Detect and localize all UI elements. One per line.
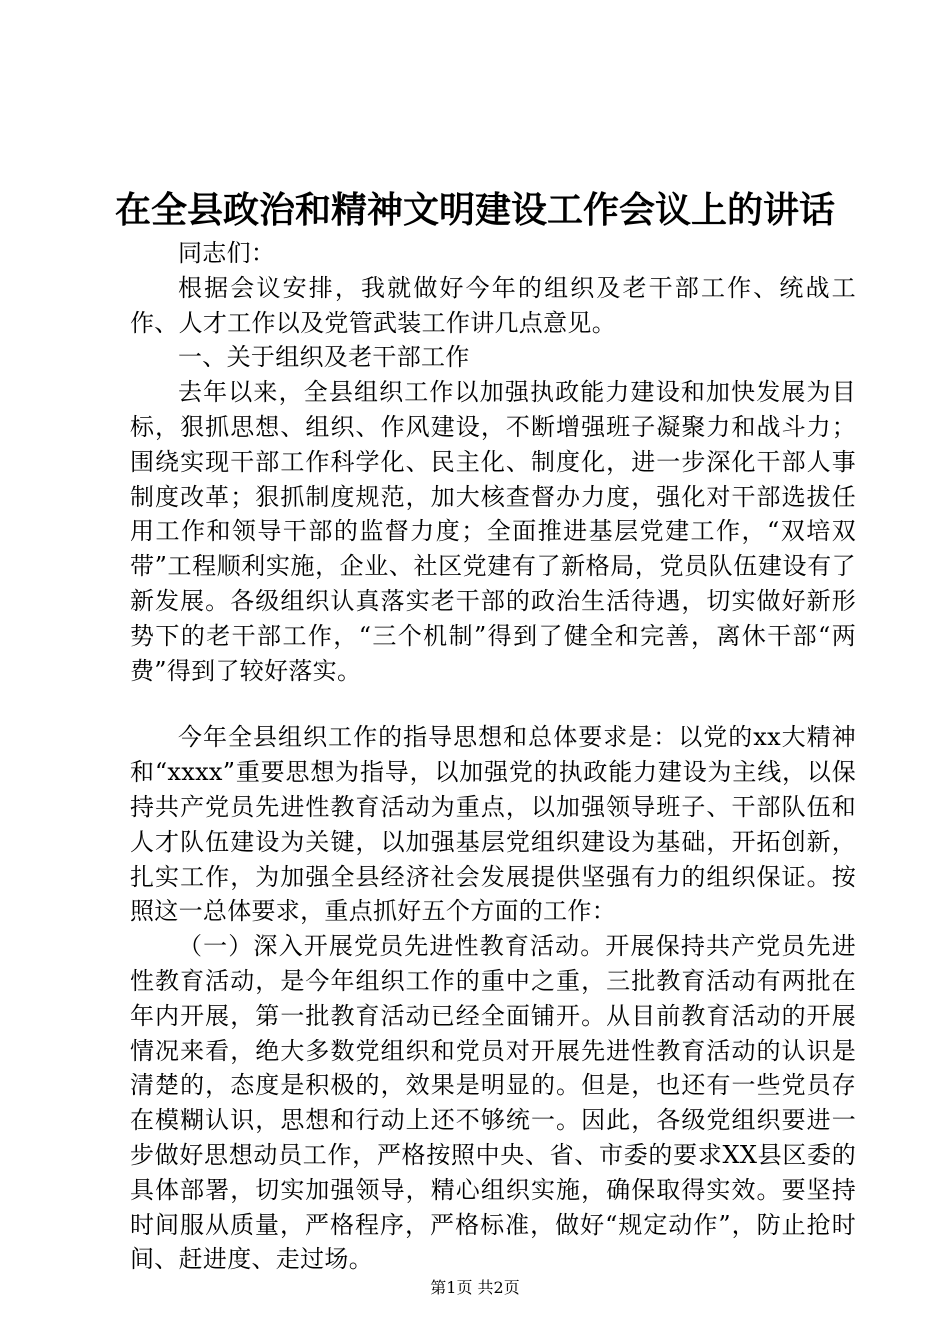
document-body	[130, 236, 856, 1277]
paragraph-spacer	[130, 688, 856, 720]
document-title: 在全县政治和精神文明建设工作会议上的讲话	[114, 189, 835, 231]
paragraph-review: 去年以来，全县组织工作以加强执政能力建设和加快发展为目标，狠抓思想、组织、作风建设，不断增强班子凝聚力和战斗力；围绕实现干部工作科学化、民主化、制度化，进一步深化干部人事制度改革；狠抓制度规范，加大核查督办力度，强化对干部选拔任用工作和领导干部的监督力度；全面推进基层党建工作，“双培双带”工程顺利实施，企业、社区党建有了新格局，党员队伍建设有了新发展。各级组织认真落实老干部的政治生活待遇，切实做好新形势下的老干部工作，“三个机制”得到了健全和完善，离休干部“两费”得到了较好落实。	[130, 378, 856, 685]
paragraph-guideline: 今年全县组织工作的指导思想和总体要求是：以党的xx大精神和“xxxx”重要思想为指导，以加强党的执政能力建设为主线，以保持共产党员先进性教育活动为重点，以加强领导班子、干部队伍和人才队伍建设为关键，以加强基层党组织建设为基础，开拓创新，扎实工作，为加强全县经济社会发展提供坚强有力的组织保证。按照这一总体要求，重点抓好五个方面的工作：	[130, 723, 856, 926]
salutation: 同志们：	[178, 239, 276, 267]
paragraph-item-1: （一）深入开展党员先进性教育活动。开展保持共产党员先进性教育活动，是今年组织工作的重中之重，三批教育活动有两批在年内开展，第一批教育活动已经全面铺开。从目前教育活动的开展情况来看，绝大多数党组织和党员对开展先进性教育活动的认识是清楚的，态度是积极的，效果是明显的。但是，也还有一些党员存在模糊认识，思想和行动上还不够统一。因此，各级党组织要进一步做好思想动员工作，严格按照中央、省、市委的要求XX县区委的具体部署，切实加强领导，精心组织实施，确保取得实效。要坚持时间服从质量，严格程序，严格标准，做好“规定动作”，防止抢时间、赶进度、走过场。	[130, 932, 856, 1274]
page-number: 第1页 共2页	[430, 1278, 520, 1297]
paragraph-intro: 根据会议安排，我就做好今年的组织及老干部工作、统战工作、人才工作以及党管武装工作讲几点意见。	[130, 273, 856, 337]
section-heading-1: 一、关于组织及老干部工作	[178, 343, 470, 372]
